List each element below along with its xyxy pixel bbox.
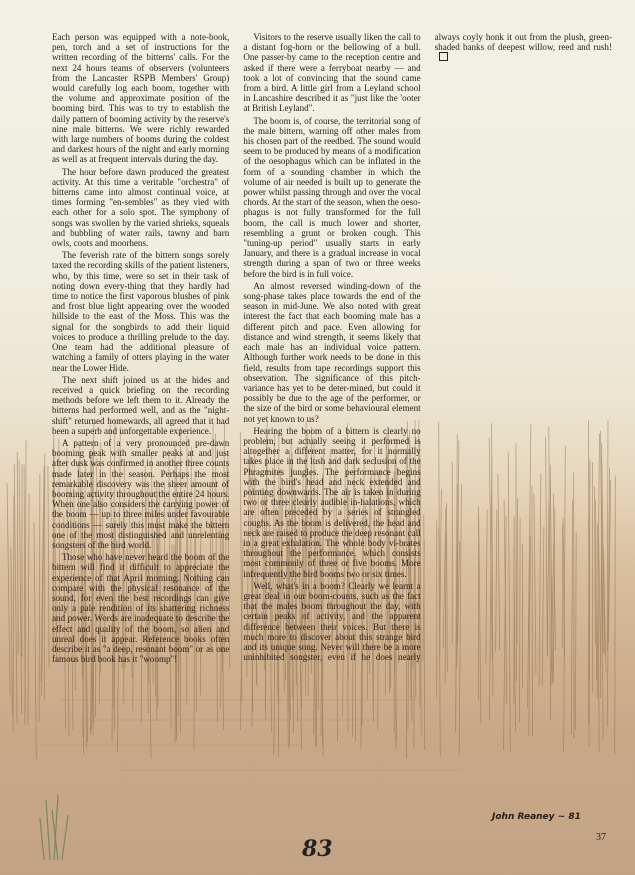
article-paragraph-4: The next shift joined us at the hides and received a quick briefing on the recording methods before we left them to it. Already the bitterns had performed well, and as the "night-shift" returned homewards, all agreed that it had been a superb and unforgettable experience. — [52, 374, 230, 436]
article-paragraph-6: Those who have never heard the boom of the bittern will find it difficult to appreciate the experience of that April morning. Nothing can compare with the physical resonance of the sound, for even the best recordings can give only a pale rendition of its shattering richness and power. Words are inadequate to describe the effect and quality of the boom, so alien and unreal does it appear. Reference books often describe it as "a deep, resonant boom" or as one famous bird book has it "woomp"! — [52, 552, 230, 665]
article-body — [52, 32, 612, 672]
page-number: 37 — [596, 832, 606, 843]
article-paragraph-8: The boom is, of course, the territorial song of the male bittern, warning off other males from his chosen part of the reedbed. The sound would seem to be produced by means of a modification of the oesophagus which can be inflated in the form of a sounding chamber in which the volume of air needed is built up to generate the power whilst passing through and over the vocal chords. At the start of the season, when the oeso-phagus is not fully transformed for the full boom, the call is much lower and shorter, resembling a grunt or broken cough. This "tuning-up period" usually starts in early January, and there is a gradual increase in vocal strength during a span of two or three weeks before the bird is in full voice. — [243, 115, 421, 279]
article-paragraph-2: The hour before dawn produced the greatest activity. At this time a veritable "orchestra" of bitterns came into almost continual voice, at times forming "en-sembles" as they vied with each other for a solo spot. The symphony of songs was swollen by the varied shrieks, squeals and bubbling of water rails, tawny and barn owls, coots and moorhens. — [52, 166, 230, 249]
article-paragraph-3: The feverish rate of the bittern songs sorely taxed the recording skills of the patient listeners, who, by this time, were so set in their task of noting down every-thing that they hardly had time to notice the first vaporous blushes of pink and frost blue light appearing over the wooded hillside to the east of the Moss. This was the signal for the songbirds to add their liquid voices to produce a thrilling prelude to the day. One team had the additional pleasure of watching a family of otters playing in the water near the Lower Hide. — [52, 250, 230, 373]
article-paragraph-1: Each person was equipped with a note-book, pen, torch and a set of instructions for the written recording of the bitterns' calls. For the next 24 hours teams of observers (volunteers from the Lancaster RSPB Members' Group) would carefully log each boom, together with the volume and approximate position of the booming bird. This was to try to establish the daily pattern of booming activity by the reserve's nine male bitterns. We were richly rewarded with large numbers of booms during the coldest and darkest hours of the night and early morning as well as at frequent intervals during the day. — [52, 32, 230, 165]
article-paragraph-7: Visitors to the reserve usually liken the call to a distant fog-horn or the bellowing of a bull. One passer-by came to the reception centre and asked if there were a ferryboat nearby — and took a lot of convincing that the sound came from a bird. A little girl from a Leyland school in Lancashire described it as "just like the 'ooter at British Leyland". — [243, 32, 421, 114]
article-paragraph-9: An almost reversed winding-down of the song-phase takes place towards the end of the season in mid-June. We also noted with great interest the fact that each booming male has a different pitch and pace. Even allowing for distance and wind strength, it seems likely that each male has an individual voice pattern. Although further work needs to be done in this field, results from tape recordings support this observation. The significance of this pitch-variance has yet to be deter-mined, but could it possibly be due to the age of the performer, or the size of the bird or some behavioural element not yet known to us? — [243, 280, 421, 424]
article-paragraph-11-text: Well, what's in a boom? Clearly we learnt a great deal in our boom-counts, such as the fact that the males boom throughout the day, with certain peaks of activity, and the apparent difference between their voices. But there is much more to discover about this strange bird and its unique song. Never will there be a more uninhibited songster, even if he does nearly always coyly honk it out from the plush, green-shaded banks of deepest willow, reed and rush! — [243, 32, 612, 663]
article-paragraph-10: Hearing the boom of a bittern is clearly no problem, but actually seeing it performed is altogether a different matter, for it normally takes place in the lush and dark seclusion of the Phragmites jungles. The performance begins with the bird's head and neck extended and pointing downwards. The air is taken in during two or three clearly audible in-halations, which are often preceded by a series of strangled coughs. As the boom is delivered, the head and neck are raised to produce the deep resonant call in a great exhalation. The whole body vi-brates throughout the performance, which consists most commonly of three or five booms. More infrequently the bird booms two or six times. — [243, 425, 421, 579]
article-paragraph-5: A pattern of a very pronounced pre-dawn booming peak with smaller peaks at and just after dusk was confirmed in another three counts made later in the season. Perhaps the most remarkable discovery was the sheer amount of booming activity throughout the entire 24 hours. When one also considers the carrying power of the boom — up to three miles under favourable conditions — surely this must make the bittern one of the most distinguished and unrelenting songsters of the bird world. — [52, 437, 230, 550]
handwritten-page-number: 83 — [302, 836, 333, 862]
artist-signature: John Reaney ~ 81 — [492, 812, 581, 822]
end-of-article-mark — [439, 52, 448, 61]
reed-stroke — [615, 476, 616, 755]
